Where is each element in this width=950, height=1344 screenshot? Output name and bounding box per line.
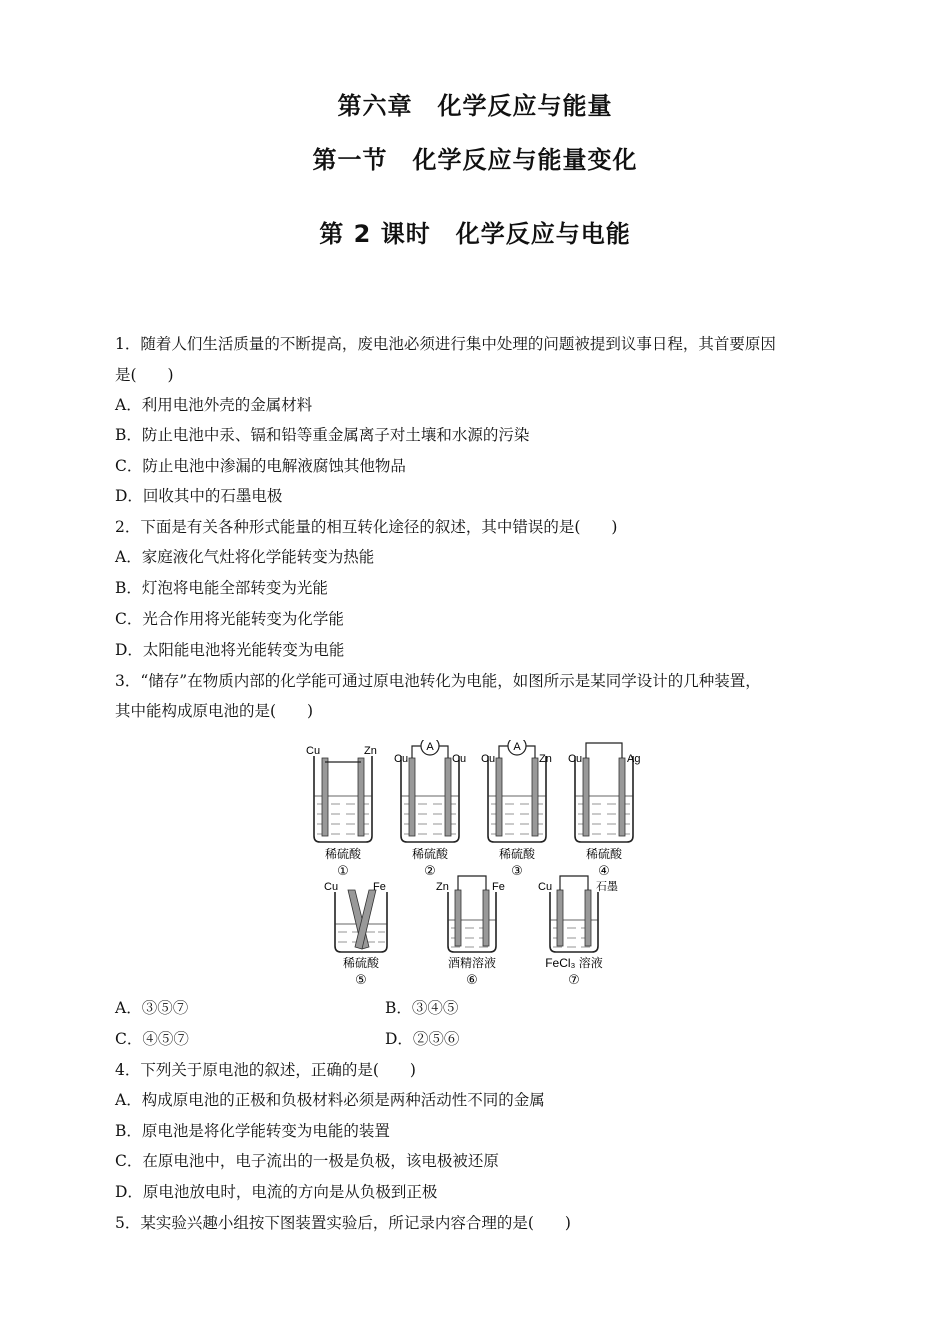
- device-4-solution: 稀硫酸: [585, 847, 623, 861]
- q1-option-a: A．利用电池外壳的金属材料: [115, 396, 313, 414]
- device-5-left-label: Cu: [324, 881, 339, 893]
- device-2-solution: 稀硫酸: [411, 847, 449, 861]
- q3-option-b: B．③④⑤: [385, 999, 459, 1017]
- device-6-solution: 酒精溶液: [447, 956, 497, 970]
- q3-option-a: A．③⑤⑦: [115, 999, 189, 1017]
- q4-option-c: C．在原电池中，电子流出的一极是负极，该电极被还原: [115, 1152, 499, 1170]
- device-7-left-label: Cu: [538, 881, 553, 893]
- device-1: [306, 745, 377, 878]
- q4-option-a: A．构成原电池的正极和负极材料必须是两种活动性不同的金属: [115, 1091, 545, 1109]
- q3-option-c: C．④⑤⑦: [115, 1030, 189, 1048]
- device-5-solution: 稀硫酸: [342, 956, 380, 970]
- device-3-number: ③: [511, 863, 523, 878]
- device-3-right-label: Zn: [539, 753, 552, 765]
- q1-option-c: C．防止电池中渗漏的电解液腐蚀其他物品: [115, 457, 406, 475]
- q1-stem-line2: 是( ): [115, 366, 174, 384]
- q1-stem-line1: 1．随着人们生活质量的不断提高，废电池必须进行集中处理的问题被提到议事日程，其首要原因: [115, 335, 776, 353]
- device-1-number: ①: [337, 863, 349, 878]
- q1-option-b: B．防止电池中汞、镉和铅等重金属离子对土壤和水源的污染: [115, 426, 530, 444]
- device-7-number: ⑦: [568, 972, 580, 987]
- q2-option-d: D．太阳能电池将光能转变为电能: [115, 641, 345, 659]
- q3-stem-line1: 3．“储存”在物质内部的化学能可通过原电池转化为电能，如图所示是某同学设计的几种装置，: [115, 672, 761, 690]
- q2-option-c: C．光合作用将光能转变为化学能: [115, 610, 344, 628]
- device-7-right-label: 石墨: [596, 881, 618, 893]
- device-2-left-label: Cu: [394, 753, 409, 765]
- q4-option-d: D．原电池放电时，电流的方向是从负极到正极: [115, 1183, 438, 1201]
- battery-devices-figure: [300, 740, 660, 990]
- device-3-solution: 稀硫酸: [498, 847, 536, 861]
- device-4-left-label: Cu: [568, 753, 583, 765]
- device-6-number: ⑥: [466, 972, 478, 987]
- device-7: [538, 876, 618, 987]
- q2-option-b: B．灯泡将电能全部转变为光能: [115, 579, 328, 597]
- device-4-number: ④: [598, 863, 610, 878]
- device-7-solution: FeCl₃ 溶液: [545, 956, 603, 970]
- device-5: [324, 881, 387, 987]
- device-3-left-label: Cu: [481, 753, 496, 765]
- device-5-number: ⑤: [355, 972, 367, 987]
- lesson-title: 第 2 课时 化学反应与电能: [319, 220, 631, 248]
- q2-stem: 2．下面是有关各种形式能量的相互转化途径的叙述，其中错误的是( ): [115, 518, 618, 536]
- device-4: [568, 743, 640, 878]
- device-2: [394, 740, 466, 878]
- device-5-right-label: Fe: [373, 881, 386, 893]
- q4-option-b: B．原电池是将化学能转变为电能的装置: [115, 1122, 390, 1140]
- device-6-right-label: Fe: [492, 881, 505, 893]
- device-3: [481, 740, 552, 878]
- device-1-right-label: Zn: [364, 745, 377, 757]
- q3-stem-line2: 其中能构成原电池的是( ): [115, 702, 314, 720]
- q5-stem: 5．某实验兴趣小组按下图装置实验后，所记录内容合理的是( ): [115, 1214, 571, 1232]
- device-2-number: ②: [424, 863, 436, 878]
- device-3-meter: A: [513, 741, 521, 753]
- device-2-right-label: Cu: [452, 753, 467, 765]
- q2-option-a: A．家庭液化气灶将化学能转变为热能: [115, 548, 375, 566]
- section-title: 第一节 化学反应与能量变化: [312, 146, 638, 174]
- q1-option-d: D．回收其中的石墨电极: [115, 487, 283, 505]
- device-1-left-label: Cu: [306, 745, 321, 757]
- q4-stem: 4．下列关于原电池的叙述，正确的是( ): [115, 1061, 416, 1079]
- chapter-title: 第六章 化学反应与能量: [337, 92, 613, 120]
- device-6: [436, 876, 505, 987]
- device-4-right-label: Ag: [627, 753, 641, 765]
- device-1-solution: 稀硫酸: [324, 847, 362, 861]
- q3-option-d: D．②⑤⑥: [385, 1030, 460, 1048]
- device-2-meter: A: [426, 741, 434, 753]
- device-6-left-label: Zn: [436, 881, 449, 893]
